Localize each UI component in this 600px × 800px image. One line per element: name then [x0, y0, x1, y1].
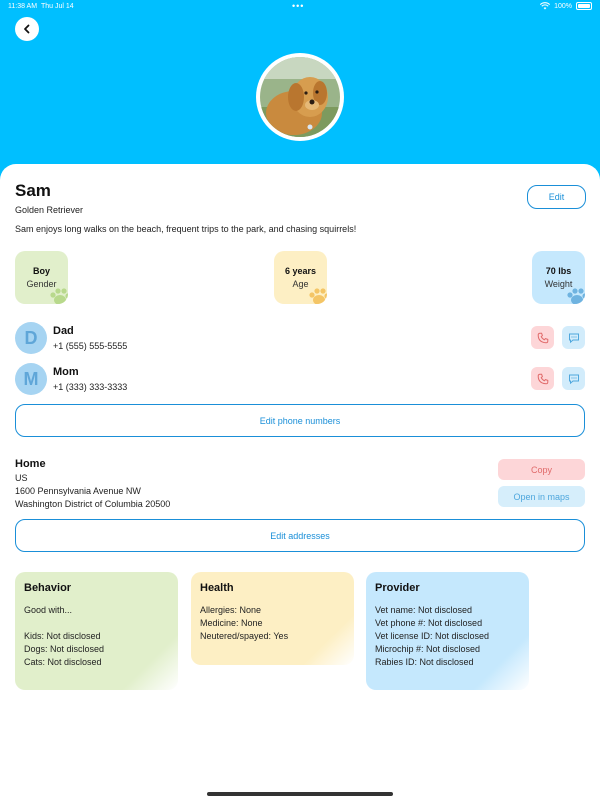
phone-icon: [537, 373, 549, 385]
stat-gender-value: Boy: [32, 266, 50, 276]
provider-line: Vet phone #: Not disclosed: [375, 618, 483, 628]
phone-icon: [537, 332, 549, 344]
address-city-line: Washington District of Columbia 20500: [15, 499, 171, 509]
multitask-dots-icon[interactable]: •••: [292, 1, 305, 11]
call-dad-button[interactable]: [531, 326, 554, 349]
stat-age-value: 6 years: [284, 266, 317, 276]
contact-phone-dad: +1 (555) 555-5555: [53, 341, 128, 351]
address-country: US: [15, 473, 28, 483]
message-mom-button[interactable]: [562, 367, 585, 390]
address-street: 1600 Pennsylvania Avenue NW: [15, 486, 141, 496]
health-line: Allergies: None: [200, 605, 262, 615]
behavior-line: Kids: Not disclosed: [24, 631, 101, 641]
copy-address-button[interactable]: Copy: [498, 459, 585, 480]
pet-description: Sam enjoys long walks on the beach, frequent trips to the park, and chasing squirrels!: [15, 224, 357, 234]
address-title: Home: [15, 458, 46, 470]
provider-line: Rabies ID: Not disclosed: [375, 657, 474, 667]
stat-weight-value: 70 lbs: [545, 266, 572, 276]
stat-age-label: Age: [292, 279, 309, 289]
open-in-maps-button[interactable]: Open in maps: [498, 486, 585, 507]
paw-icon: [565, 285, 585, 304]
health-line: Medicine: None: [200, 618, 263, 628]
back-button[interactable]: [15, 17, 39, 41]
status-time: 11:38 AM: [8, 3, 38, 10]
edit-phone-numbers-button[interactable]: Edit phone numbers: [15, 404, 585, 437]
edit-pet-button[interactable]: Edit: [527, 185, 586, 209]
stat-weight: [532, 251, 585, 304]
behavior-title: Behavior: [24, 582, 72, 594]
status-bar: [0, 0, 600, 14]
paw-icon: [307, 285, 327, 304]
behavior-line: Good with...: [24, 605, 73, 615]
call-mom-button[interactable]: [531, 367, 554, 390]
contact-avatar-mom: M: [15, 363, 47, 395]
behavior-line: [24, 617, 169, 630]
stat-weight-label: Weight: [544, 279, 573, 289]
health-card: [191, 572, 354, 665]
pet-name: Sam: [15, 181, 51, 200]
wifi-icon: [540, 2, 550, 10]
battery-icon: [576, 2, 592, 10]
stat-gender: [15, 251, 68, 304]
health-line: Neutered/spayed: Yes: [200, 631, 289, 641]
stat-age: [274, 251, 327, 304]
status-date: Thu Jul 14: [40, 3, 74, 10]
provider-title: Provider: [375, 582, 420, 594]
provider-line: Microchip #: Not disclosed: [375, 644, 481, 654]
chevron-left-icon: [22, 24, 32, 34]
provider-card: [366, 572, 529, 690]
contact-avatar-dad: D: [15, 322, 47, 354]
message-icon: [568, 332, 580, 344]
battery-percent: 100%: [554, 2, 572, 10]
edit-addresses-button[interactable]: Edit addresses: [15, 519, 585, 552]
home-indicator[interactable]: [207, 792, 393, 796]
contact-name-dad: Dad: [53, 325, 74, 337]
behavior-line: Cats: Not disclosed: [24, 657, 102, 667]
message-icon: [568, 373, 580, 385]
contact-phone-mom: +1 (333) 333-3333: [53, 382, 128, 392]
contact-name-mom: Mom: [53, 366, 79, 378]
behavior-card: [15, 572, 178, 690]
message-dad-button[interactable]: [562, 326, 585, 349]
provider-line: Vet name: Not disclosed: [375, 605, 473, 615]
health-title: Health: [200, 582, 234, 594]
stat-gender-label: Gender: [26, 279, 57, 289]
provider-line: Vet license ID: Not disclosed: [375, 631, 490, 641]
paw-icon: [48, 285, 68, 304]
pet-photo: [260, 57, 340, 137]
pet-breed: Golden Retriever: [15, 205, 84, 215]
behavior-line: Dogs: Not disclosed: [24, 644, 105, 654]
pet-avatar[interactable]: [256, 53, 344, 141]
